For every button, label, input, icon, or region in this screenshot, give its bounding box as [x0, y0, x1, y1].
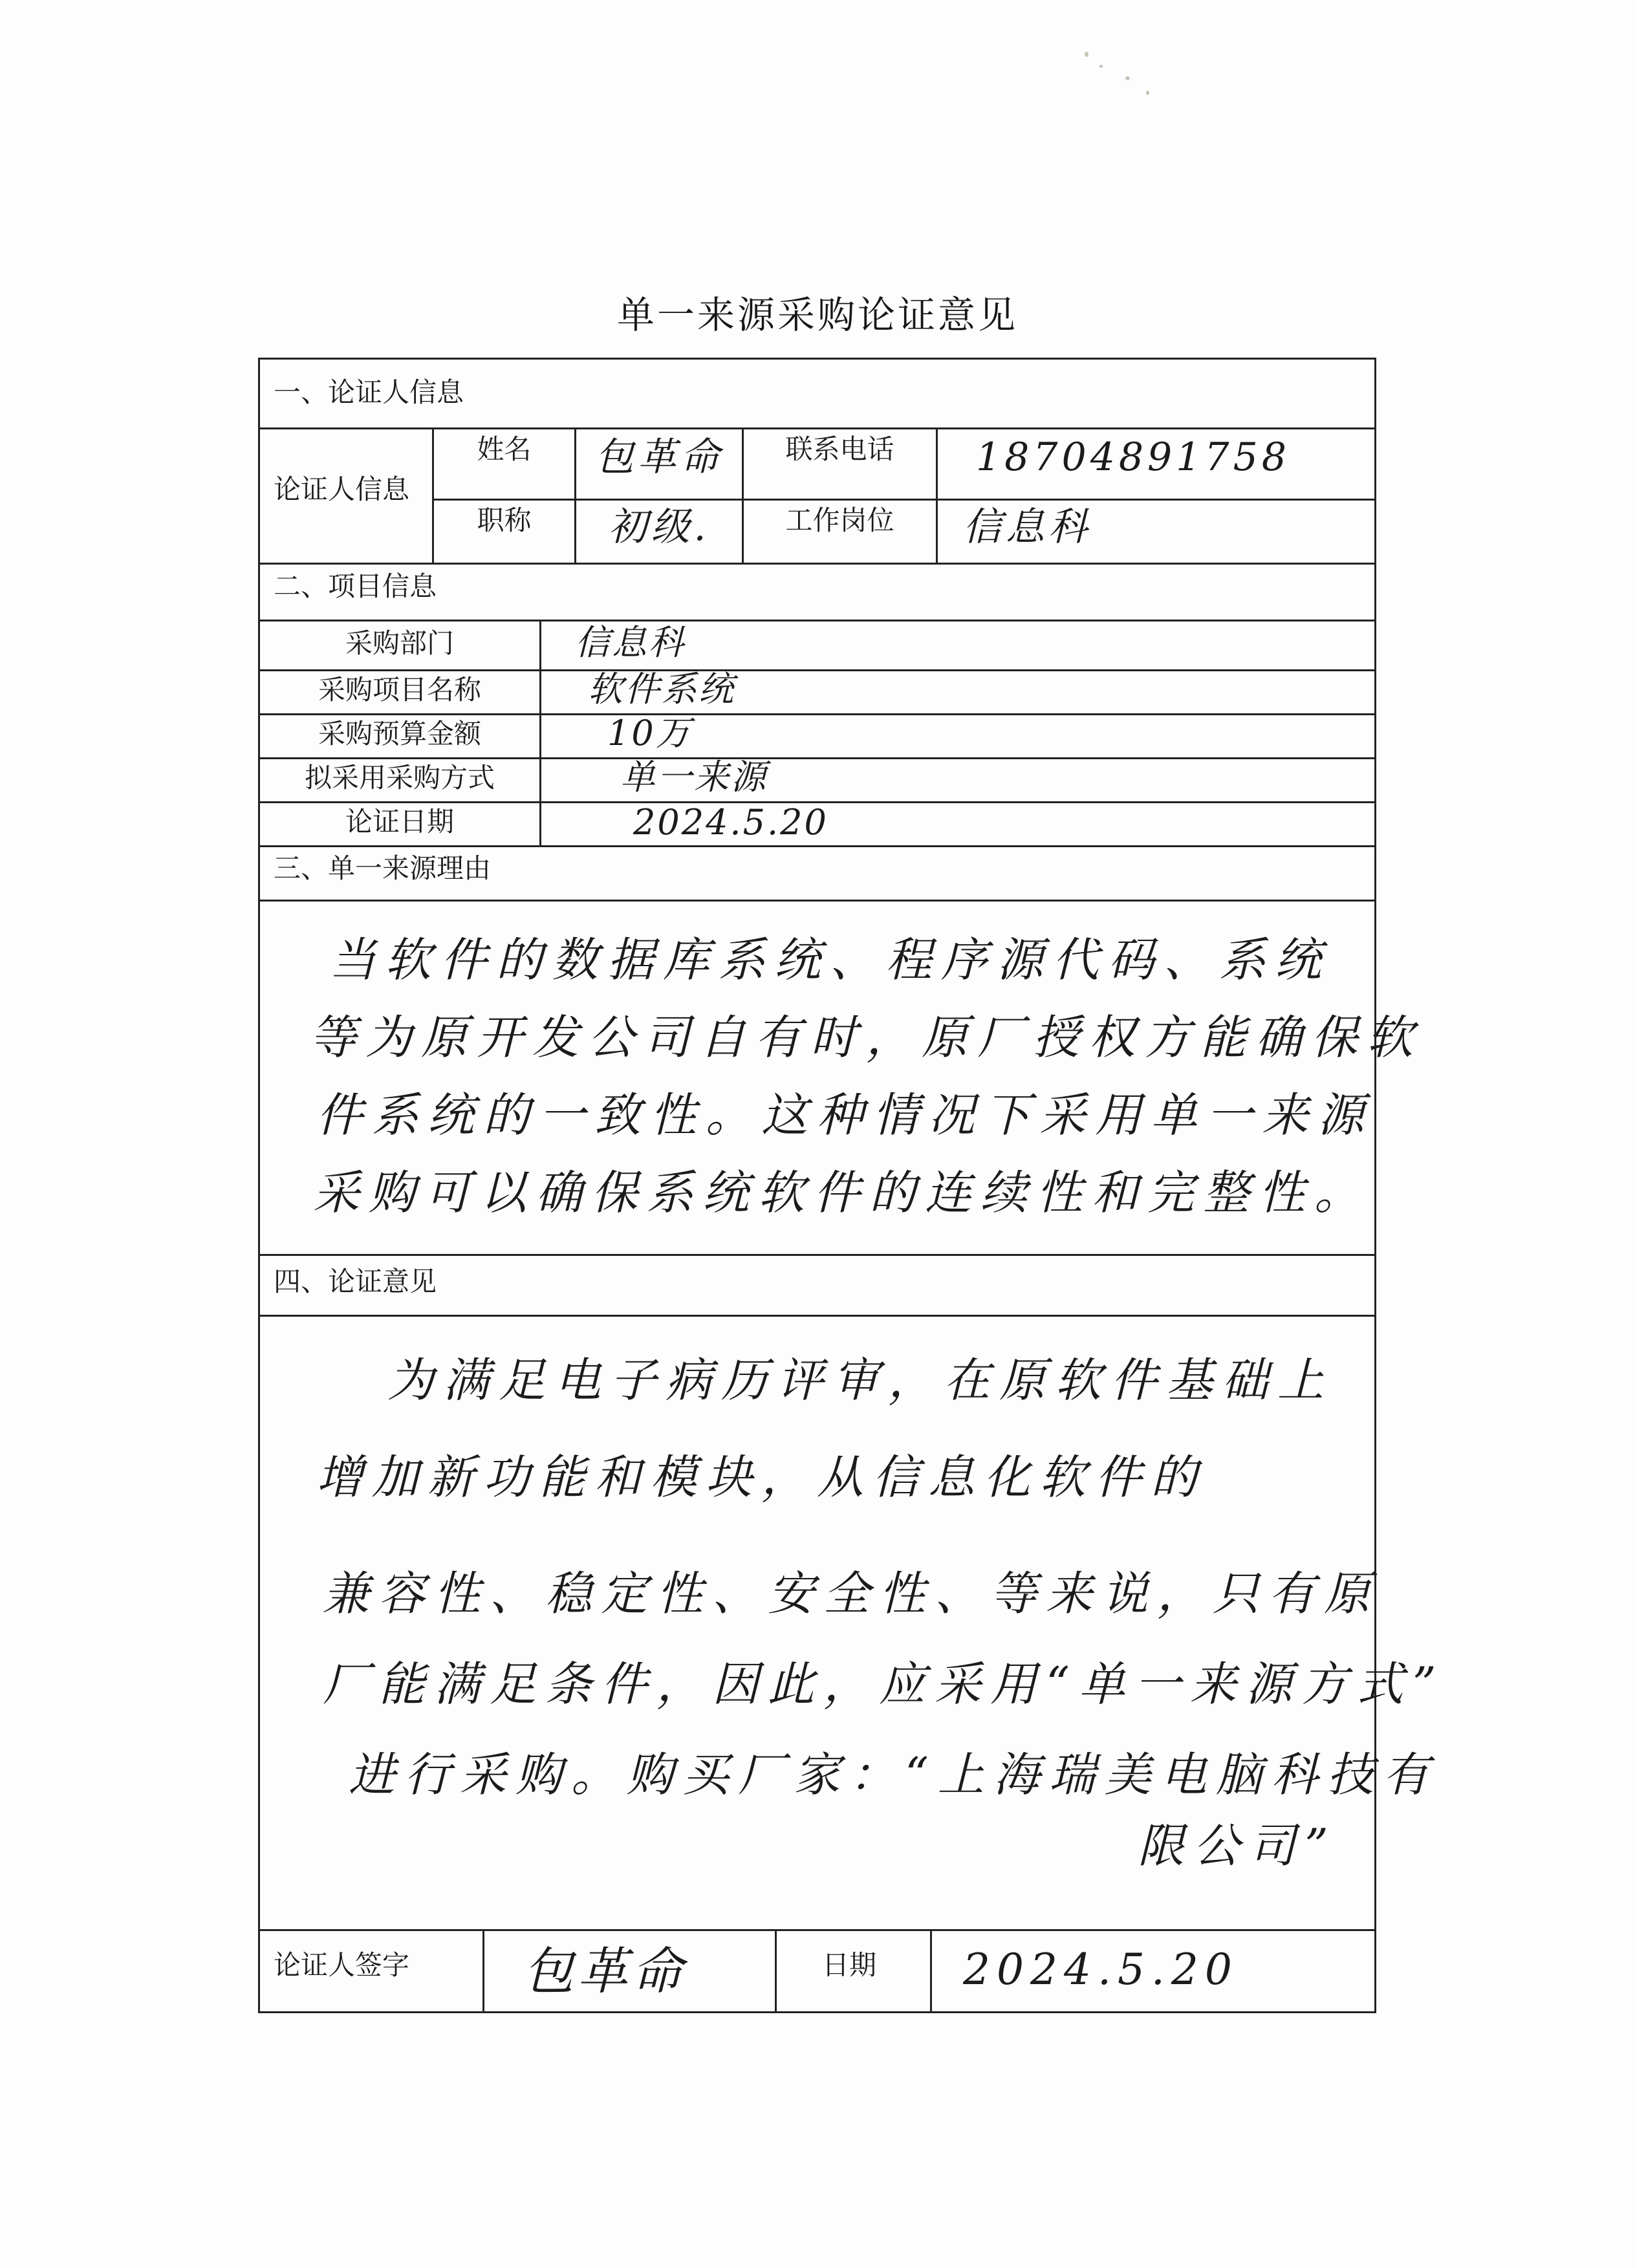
reason-line: 等为原开发公司自有时，原厂授权方能确保软 [310, 1010, 1423, 1064]
section-header-assessor-info: 一、论证人信息 [274, 376, 464, 408]
project-row-value: 10万 [607, 713, 693, 753]
opinion-line: 厂能满足条件，因此，应采用“单一来源方式” [323, 1657, 1446, 1711]
table-border [930, 1929, 932, 2011]
assessor-info-label: 论证人信息 [274, 473, 410, 505]
section-header-reason: 三、单一来源理由 [274, 852, 492, 884]
reason-line: 件系统的一致性。这种情况下采用单一来源 [316, 1088, 1374, 1142]
table-border [775, 1929, 777, 2011]
table-border [258, 1254, 1376, 1256]
table-border [432, 499, 1376, 501]
table-border [482, 1929, 484, 2011]
table-border [539, 620, 541, 845]
opinion-line: 兼容性、稳定性、安全性、等来说，只有原 [323, 1566, 1380, 1621]
table-border [258, 669, 1376, 671]
table-border [258, 1315, 1376, 1317]
table-border [258, 900, 1376, 902]
project-row-value: 单一来源 [620, 757, 768, 797]
name-value: 包革命 [595, 435, 723, 480]
title-value: 初级. [608, 504, 710, 550]
table-border [258, 713, 1376, 715]
section-header-project-info: 二、项目信息 [274, 570, 437, 602]
table-border [258, 620, 1376, 621]
project-row-label: 拟采用采购方式 [304, 762, 495, 794]
table-border [258, 358, 260, 2013]
signature-value: 包革命 [523, 1943, 687, 2001]
name-label: 姓名 [477, 433, 532, 465]
table-border [258, 2011, 1376, 2013]
opinion-line: 限公司” [1138, 1819, 1337, 1873]
section-header-opinion: 四、论证意见 [274, 1266, 437, 1297]
reason-line: 当软件的数据库系统、程序源代码、系统 [329, 933, 1331, 987]
project-row-value: 软件系统 [588, 669, 735, 709]
document-title: 单一来源采购论证意见 [616, 293, 1018, 337]
post-value: 信息科 [963, 504, 1091, 550]
table-border [258, 563, 1376, 565]
signature-date-value: 2024.5.20 [963, 1945, 1239, 1994]
project-row-label: 采购部门 [345, 627, 454, 659]
project-row-label: 论证日期 [345, 806, 454, 837]
table-border [258, 358, 1376, 360]
opinion-line: 增加新功能和模块，从信息化软件的 [316, 1450, 1207, 1504]
table-border [258, 757, 1376, 759]
phone-label: 联系电话 [785, 433, 894, 465]
title-label: 职称 [477, 504, 532, 536]
table-border [258, 427, 1376, 429]
project-row-label: 采购项目名称 [318, 674, 481, 706]
signature-label: 论证人签字 [274, 1949, 410, 1981]
post-label: 工作岗位 [785, 504, 894, 536]
project-row-label: 采购预算金额 [318, 718, 481, 750]
paper-speck [1099, 65, 1103, 68]
phone-value: 18704891758 [976, 435, 1290, 480]
signature-date-label: 日期 [822, 1949, 877, 1981]
project-row-value: 2024.5.20 [633, 802, 828, 843]
paper-speck [1085, 52, 1088, 57]
table-border [936, 427, 938, 563]
table-border [258, 1929, 1376, 1931]
project-row-value: 信息科 [575, 622, 686, 663]
paper-speck [1125, 76, 1130, 80]
opinion-line: 进行采购。购买厂家：“上海瑞美电脑科技有 [349, 1747, 1438, 1802]
opinion-line: 为满足电子病历评审，在原软件基础上 [387, 1353, 1334, 1407]
paper-speck [1146, 91, 1149, 95]
reason-line: 采购可以确保系统软件的连续性和完整性。 [313, 1165, 1370, 1220]
form-table [258, 358, 1446, 2011]
table-border [258, 845, 1376, 847]
